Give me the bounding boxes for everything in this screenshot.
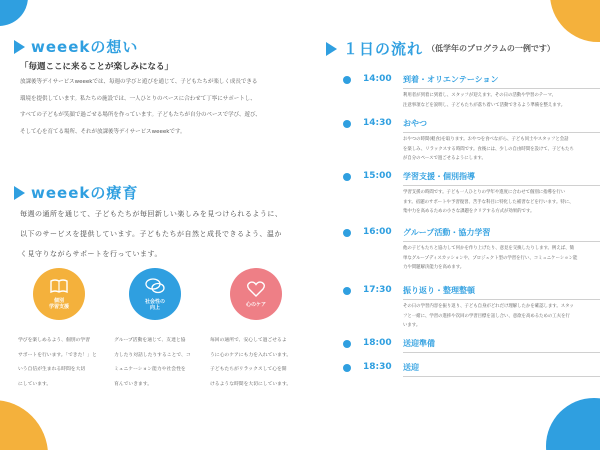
schedule-desc-line: います。 <box>403 323 421 328</box>
section-heading-daily-flow <box>326 38 555 59</box>
schedule-item <box>343 118 600 164</box>
arrow-right-icon <box>14 186 25 200</box>
feature-desc-line: ミュニケーション能力や社会性を <box>114 367 186 372</box>
paragraph-line: 環境を提供しています。私たちの施設では、一人ひとりのペースに合わせて丁寧にサポートし、 <box>20 95 256 102</box>
section-title: weeekの想い <box>31 38 139 56</box>
feature-label-line: 心のケア <box>245 301 266 308</box>
divider <box>403 241 600 242</box>
feature-label-line: 学習支援 <box>48 303 69 310</box>
feature-description <box>210 334 302 392</box>
schedule-title: グループ活動・協力学習 <box>403 228 491 237</box>
schedule-time: 18:00 <box>363 338 392 348</box>
feature-badge <box>230 268 282 320</box>
paragraph-line: 毎週の通所を通じて、子どもたちが毎回新しい楽しみを見つけられるように、 <box>20 210 283 218</box>
schedule-desc-line: おやつの時間(軽食)を取ります。おやつを食べながら、子ども同士やスタッフと会話 <box>403 137 569 142</box>
section-heading-thoughts <box>14 36 138 57</box>
feature-desc-line: サポートを行います。「できた！」と <box>18 352 97 358</box>
feature-desc-line: 子どもたちがリラックスして心を開 <box>210 367 287 372</box>
schedule-description <box>403 135 600 164</box>
book-icon <box>50 279 68 296</box>
schedule-title: 学習支援・個別指導 <box>403 172 475 181</box>
schedule-body <box>403 362 600 377</box>
timeline-dot-icon <box>343 120 351 128</box>
chat-icon <box>145 278 165 297</box>
schedule-desc-line: 注意事項などを説明し、子どもたちが落ち着いて活動できるよう準備を整えます。 <box>403 102 566 108</box>
feature-desc-line: いう自信が生まれる時間を大切 <box>18 367 86 372</box>
divider <box>403 132 600 133</box>
schedule-desc-line: ます。宿題のサポートや予習復習、苦手な科目に特化した補習などを行います。特に、 <box>403 199 574 205</box>
timeline-dot-icon <box>343 364 351 372</box>
feature-description <box>114 334 196 392</box>
schedule-desc-line: 学習支援の時間です。子ども一人ひとりの学年や進度に合わせて個別に指導を行い <box>403 190 566 195</box>
schedule-title: 送迎準備 <box>403 339 435 348</box>
timeline-dot-icon <box>343 76 351 84</box>
section-title: weeekの療育 <box>31 184 139 202</box>
schedule-time: 17:30 <box>363 285 392 295</box>
schedule-item <box>343 171 600 217</box>
schedule-desc-line: 利用者が到着に到着し、スタッフが迎えます。その日の活動や学習のテーマ、 <box>403 93 557 98</box>
feature-badge <box>129 268 181 320</box>
divider <box>403 299 600 300</box>
schedule-desc-line: を楽しみ、リラックスする時間です。食後には、少しの自由時間を設けて、子どもたち <box>403 146 574 152</box>
schedule-title: おやつ <box>403 119 427 128</box>
schedule-body <box>403 285 600 331</box>
feature-desc-line: 毎回の通所で、安心して過ごせるよ <box>210 338 287 343</box>
schedule-title: 振り返り・整理整頓 <box>403 286 475 295</box>
timeline-dot-icon <box>343 229 351 237</box>
feature-emotional-care <box>210 268 302 392</box>
section-note: （低学年のプログラムの一例です） <box>427 44 555 53</box>
schedule-time: 15:00 <box>363 171 392 181</box>
schedule-desc-line: フと一緒に、学習の進捗や次回の学習目標を話し合い、意欲を高めるための工夫を行 <box>403 313 570 319</box>
corner-decoration-top-left <box>0 0 28 26</box>
feature-desc-line: 育んでいきます。 <box>114 381 152 387</box>
timeline-dot-icon <box>343 287 351 295</box>
feature-desc-line: 力したり対話したりすることで、コ <box>114 352 191 358</box>
feature-individual-learning <box>18 268 100 392</box>
feature-label-line: 社会性の <box>144 298 165 305</box>
feature-label <box>49 298 69 310</box>
corner-decoration-bottom-right <box>546 398 600 450</box>
therapy-paragraph <box>20 204 320 264</box>
feature-desc-line: グループ活動を通じて、友達と協 <box>114 338 186 343</box>
schedule-title: 到着・オリエンテーション <box>403 75 499 84</box>
schedule-desc-line: 力や問題解決能力を高めます。 <box>403 265 465 270</box>
section-title: １日の流れ <box>343 40 424 58</box>
schedule-description <box>403 91 600 110</box>
feature-social-skills <box>114 268 196 392</box>
schedule-item <box>343 285 600 331</box>
schedule-description <box>403 302 600 331</box>
schedule-desc-line: 他の子どもたちと協力して何かを作り上げたり、意見を交換したりします。例えば、簡 <box>403 246 574 251</box>
feature-desc-line: けるような時間を大切にしています。 <box>210 381 292 387</box>
schedule-item <box>343 338 600 353</box>
schedule-description <box>403 244 600 273</box>
paragraph-line: すべての子どもが笑顔で過ごせる場所を作っています。子どもたちが自分のペースで学び、遊び、 <box>20 112 261 118</box>
section-heading-therapy <box>14 182 138 203</box>
schedule-description <box>403 188 600 217</box>
corner-decoration-bottom-left <box>0 400 48 450</box>
feature-badge <box>33 268 85 320</box>
schedule-desc-line: その日の学習内容を振り返り、子ども自身がどれだけ理解したかを確認します。スタッ <box>403 304 574 309</box>
schedule-body <box>403 74 600 110</box>
paragraph-line: 放課後等デイサービスweeekでは、毎週の学びと遊びを通じて、子どもたちが楽しく成長できる <box>20 79 258 85</box>
feature-description <box>18 334 100 392</box>
schedule-body <box>403 227 600 273</box>
feature-label-line: 向上 <box>149 304 160 311</box>
timeline-dot-icon <box>343 173 351 181</box>
corner-decoration-top-right <box>550 0 600 42</box>
paragraph-line: く見守りながらサポートを行っています。 <box>20 250 162 258</box>
heart-icon <box>247 281 265 300</box>
divider <box>403 185 600 186</box>
schedule-body <box>403 171 600 217</box>
intro-paragraph <box>20 74 320 140</box>
schedule-time: 14:30 <box>363 118 392 128</box>
schedule-time: 14:00 <box>363 74 392 84</box>
schedule-item <box>343 74 600 110</box>
feature-label-line: 個別 <box>53 297 64 304</box>
divider <box>403 88 600 89</box>
divider <box>403 376 600 377</box>
feature-label <box>246 302 266 308</box>
feature-desc-line: 学びを楽しめるよう、個別の学習 <box>18 338 90 343</box>
schedule-desc-line: 集中力を高めるための小さな課題をクリアする方式が効果的です。 <box>403 209 535 214</box>
schedule-desc-line: が自分のペースで過ごせるようにします。 <box>403 156 486 161</box>
schedule-title: 送迎 <box>403 363 419 372</box>
schedule-time: 18:30 <box>363 362 392 372</box>
paragraph-line: そして心を育てる場所、それが放課後等デイサービスweeekです。 <box>20 128 186 135</box>
arrow-right-icon <box>14 40 25 54</box>
schedule-body <box>403 338 600 353</box>
schedule-desc-line: 単なグループディスカッションや、プロジェクト型の学習を行い、コミュニケーション能 <box>403 255 578 261</box>
arrow-right-icon <box>326 42 337 56</box>
tagline: 「毎週ここに来ることが楽しみになる」 <box>20 62 174 72</box>
schedule-item <box>343 227 600 273</box>
feature-desc-line: うに心のケアにも力を入れています。 <box>210 352 292 358</box>
feature-label <box>145 299 165 311</box>
schedule-time: 16:00 <box>363 227 392 237</box>
timeline-dot-icon <box>343 340 351 348</box>
paragraph-line: 以下のサービスを提供しています。子どもたちが自然と成長できるよう、温か <box>20 230 282 238</box>
schedule-body <box>403 118 600 164</box>
divider <box>403 352 600 353</box>
feature-desc-line: にしています。 <box>18 381 52 387</box>
schedule-item <box>343 362 600 377</box>
